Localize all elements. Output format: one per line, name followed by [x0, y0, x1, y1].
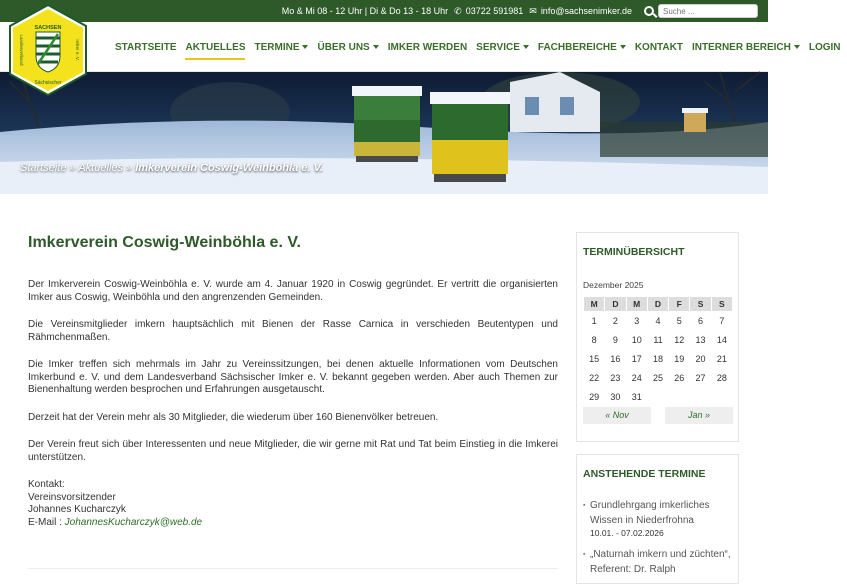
calendar-day[interactable]: 21 [716, 354, 727, 364]
article-paragraph: Die Vereinsmitglieder imkern hauptsächlich mit Bienen der Rasse Carnica in verschieden Beutentypen und Rähmchenmaßen. [28, 319, 558, 343]
nav-item-über-uns[interactable] [314, 22, 381, 72]
chevron-down-icon [523, 45, 529, 49]
contact-label: Kontakt: [28, 479, 65, 490]
calendar-day[interactable]: 15 [589, 354, 600, 364]
contact-email-line [28, 517, 558, 530]
main-navbar [0, 22, 841, 72]
nav-item-fachbereiche[interactable] [535, 22, 629, 72]
hero-banner [0, 72, 768, 194]
contact-email-link[interactable]: JohannesKucharczyk@web.de [64, 516, 203, 528]
article-paragraph: Der Imkerverein Coswig-Weinböhla e. V. wurde am 4. Januar 1920 in Coswig gegründet. Er vertritt die organisierten Imker aus Coswig, Weinböhla und den angrenzenden Gemeinden. [28, 279, 558, 303]
calendar-prev-link[interactable]: « Nov [583, 407, 651, 424]
email-label: E-Mail : [28, 516, 65, 528]
events-list [577, 480, 738, 577]
main-menu [112, 22, 847, 72]
nav-item-label: KONTAKT [634, 41, 683, 53]
calendar-nav-spacer [651, 407, 665, 424]
calendar-day [690, 388, 711, 407]
calendar-widget [576, 232, 739, 442]
calendar-day[interactable]: 22 [589, 373, 600, 383]
calendar-weekday: D [647, 297, 668, 312]
calendar-day[interactable]: 13 [695, 335, 706, 345]
calendar-day[interactable]: 1 [591, 316, 597, 327]
nav-item-interner-bereich[interactable] [689, 22, 803, 72]
breadcrumb-current: Imkerverein Coswig-Weinböhla e. V. [135, 162, 323, 174]
calendar-day [711, 388, 732, 407]
nav-item-termine[interactable] [251, 22, 311, 72]
chevron-down-icon [620, 45, 626, 49]
divider [28, 568, 558, 569]
calendar-day[interactable]: 17 [631, 354, 642, 364]
nav-item-label: AKTUELLES [185, 41, 246, 53]
calendar-day[interactable]: 4 [655, 316, 661, 327]
envelope-icon: ✉ [529, 5, 537, 16]
calendar-day[interactable]: 18 [652, 354, 663, 364]
calendar-month: Dezember 2025 [583, 280, 644, 290]
calendar-table [583, 296, 733, 407]
calendar-day[interactable]: 3 [634, 316, 640, 327]
calendar-week-row [584, 350, 733, 369]
calendar-day[interactable]: 8 [591, 335, 597, 345]
calendar-week-row [584, 331, 733, 350]
calendar-weekday: M [584, 297, 605, 312]
calendar-weekday: S [711, 297, 732, 312]
nav-item-label: LOGIN [808, 41, 841, 53]
nav-item-label: SERVICE [476, 41, 520, 53]
article-paragraph: Derzeit hat der Verein mehr als 30 Mitglieder, die wiederum über 160 Bienenvölker betreuen. [28, 411, 439, 423]
breadcrumb-home[interactable]: Startseite [20, 162, 67, 174]
svg-text:Imker e. V.: Imker e. V. [75, 39, 80, 61]
calendar-day[interactable]: 12 [674, 335, 685, 345]
calendar-day[interactable]: 23 [610, 373, 621, 383]
event-item[interactable] [583, 547, 732, 577]
event-date: 10.01. - 07.02.2026 [590, 528, 664, 538]
events-heading: ANSTEHENDE TERMINE [583, 468, 706, 480]
nav-item-login[interactable] [806, 22, 844, 72]
search-input[interactable] [658, 4, 758, 18]
site-logo[interactable] [8, 4, 88, 96]
calendar-week-row [584, 312, 733, 331]
calendar-day[interactable]: 2 [612, 316, 618, 327]
nav-item-label: TERMINE [254, 41, 300, 53]
contact-name: Johannes Kucharczyk [28, 504, 126, 515]
calendar-day [647, 388, 668, 407]
calendar-day[interactable]: 7 [719, 316, 725, 327]
calendar-week-row [584, 388, 733, 407]
calendar-weekday: M [626, 297, 647, 312]
nav-item-label: INTERNER BEREICH [691, 41, 791, 53]
breadcrumb [20, 162, 323, 174]
nav-item-label: STARTSEITE [115, 41, 177, 53]
article-title: Imkerverein Coswig-Weinböhla e. V. [28, 234, 301, 251]
calendar-day[interactable]: 20 [695, 354, 706, 364]
phone-link[interactable]: ✆ 03722 591981 [454, 5, 524, 16]
calendar-day[interactable]: 25 [652, 373, 663, 383]
search-icon[interactable] [644, 6, 654, 16]
article-paragraph: Die Imker treffen sich mehrmals im Jahr zu Vereinssitzungen, bei denen aktuelle Informationen vom Deutschen Imkerbund e. V. und dem Landesverband Sächsischer Imker e. V. bekannt gegeben werden. Aber auch Themen zur Bienenhaltung werden besprochen und Erfahrungen ausgetauscht. [28, 359, 558, 395]
calendar-day[interactable]: 27 [695, 373, 706, 383]
chevron-down-icon [302, 45, 308, 49]
calendar-day[interactable]: 14 [716, 335, 727, 345]
calendar-week-row [584, 369, 733, 388]
contact-role: Vereinsvorsitzender [28, 491, 116, 503]
calendar-day[interactable]: 19 [674, 354, 685, 364]
calendar-nav [583, 407, 733, 424]
calendar-weekday: D [605, 297, 626, 312]
calendar-day[interactable]: 5 [676, 316, 682, 327]
calendar-day[interactable]: 16 [610, 354, 621, 364]
calendar-day [669, 388, 690, 407]
svg-text:Landesverband: Landesverband [19, 34, 24, 66]
nav-item-service[interactable] [473, 22, 532, 72]
breadcrumb-separator: » [69, 162, 76, 174]
breadcrumb-separator: » [126, 162, 133, 174]
chevron-down-icon [373, 45, 379, 49]
phone-icon: ✆ [454, 5, 462, 16]
calendar-day[interactable]: 11 [653, 335, 663, 345]
chevron-down-icon [794, 45, 800, 49]
nav-item-label: ÜBER UNS [317, 41, 370, 53]
calendar-weekday: S [690, 297, 711, 312]
calendar-next-link[interactable]: Jan » [665, 407, 733, 424]
article-paragraph: Der Verein freut sich über Interessenten und neue Mitglieder, die wir gerne mit Rat und Tat beim Einstieg in die Imkerei unterstützen. [28, 439, 558, 463]
calendar-day[interactable]: 29 [589, 392, 600, 402]
calendar-day[interactable]: 9 [612, 335, 618, 345]
nav-item-kontakt[interactable] [632, 22, 686, 72]
calendar-day[interactable]: 26 [674, 373, 685, 383]
calendar-heading: TERMINÜBERSICHT [583, 246, 685, 258]
event-title[interactable]: „Naturnah imkern und züchten“, Referent: Dr. Ralph [590, 549, 731, 575]
nav-item-aktuelles[interactable] [182, 22, 248, 72]
article [28, 234, 558, 529]
calendar-day[interactable]: 30 [610, 392, 621, 402]
email-link[interactable]: ✉ info@sachsenimker.de [529, 5, 632, 16]
calendar-day[interactable]: 28 [716, 373, 727, 383]
hero-photo-beehives-snow [0, 72, 768, 194]
upcoming-events-widget [576, 454, 739, 584]
event-item[interactable] [583, 498, 732, 539]
nav-item-imker-werden[interactable] [385, 22, 470, 72]
calendar-day[interactable]: 10 [631, 335, 642, 345]
breadcrumb-section[interactable]: Aktuelles [78, 162, 123, 174]
contact-block [28, 479, 558, 529]
event-title[interactable]: Grundlehrgang imkerliches Wissen in Niederfrohna [590, 500, 710, 526]
top-info-bar [0, 0, 768, 22]
calendar-day[interactable]: 6 [698, 316, 704, 327]
office-hours: Mo & Mi 08 - 12 Uhr | Di & Do 13 - 18 Uhr [281, 6, 449, 16]
search-box [644, 4, 758, 18]
nav-item-startseite[interactable] [112, 22, 179, 72]
nav-item-label: FACHBEREICHE [537, 41, 617, 53]
calendar-weekday: F [669, 297, 690, 312]
svg-text:Sächsischer: Sächsischer [34, 80, 62, 86]
svg-text:SACHSEN: SACHSEN [34, 25, 62, 31]
calendar-day[interactable]: 24 [631, 373, 642, 383]
calendar-day[interactable]: 31 [631, 392, 642, 402]
nav-item-label: IMKER WERDEN [387, 41, 468, 53]
